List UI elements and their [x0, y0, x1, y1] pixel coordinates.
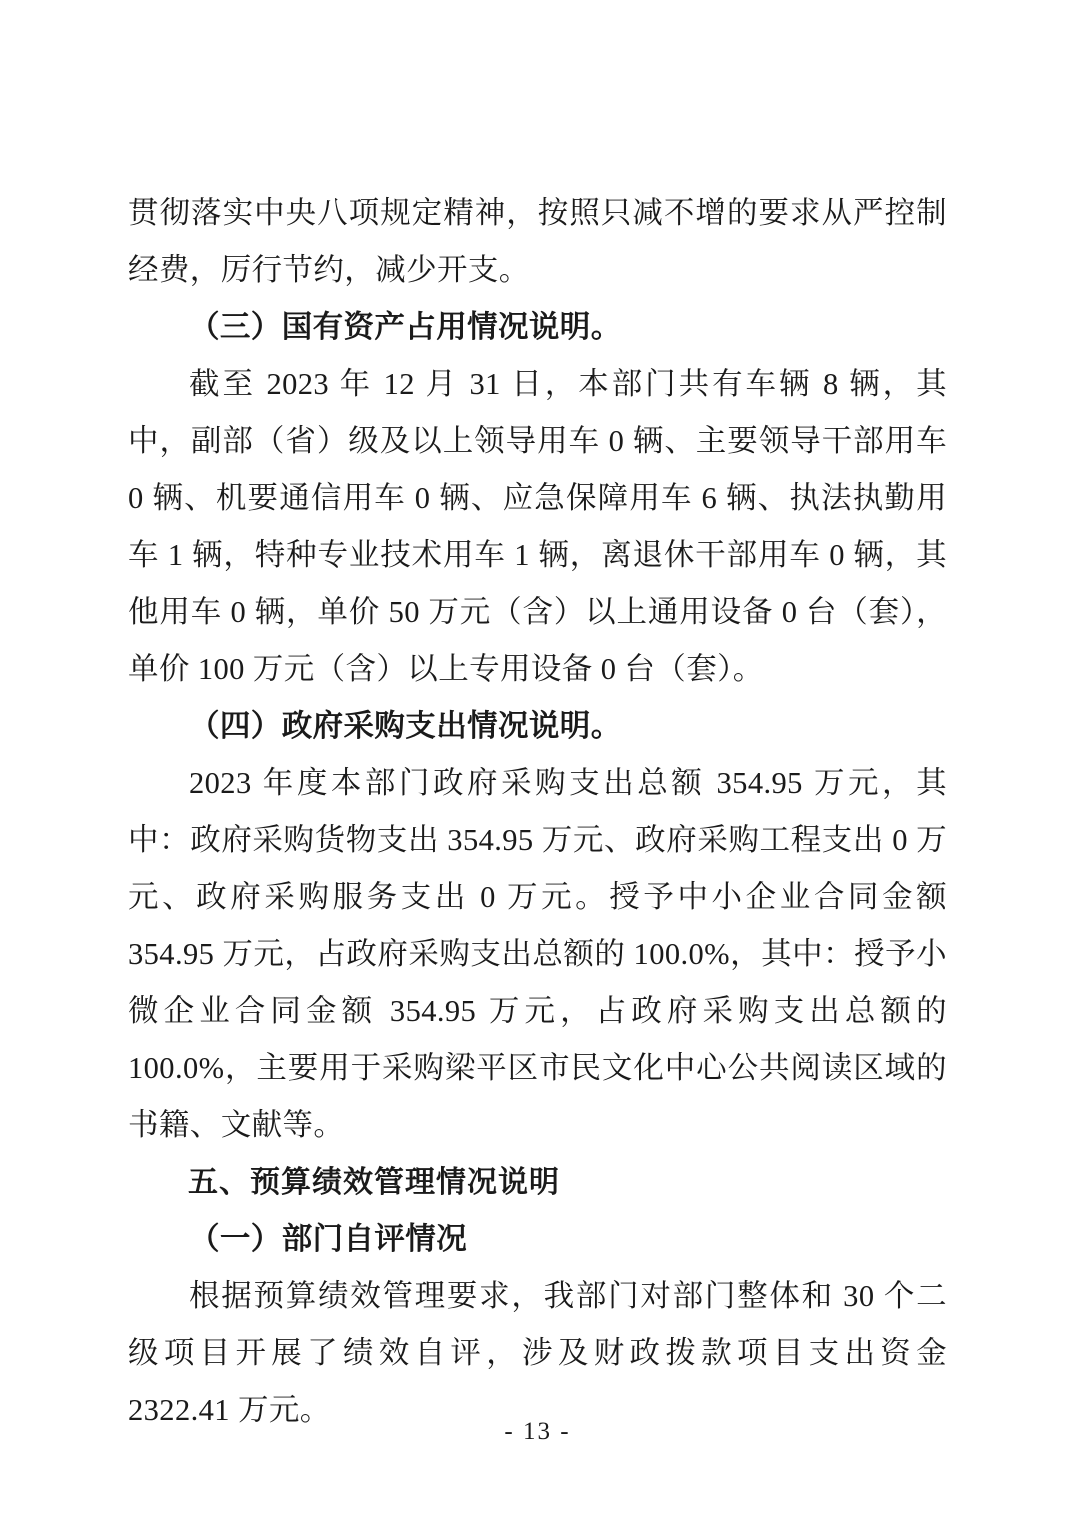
page-number: - 13 - — [504, 1418, 571, 1445]
document-body — [128, 185, 947, 1439]
sub-heading-state-asset-usage: （三）国有资产占用情况说明。 — [189, 310, 622, 344]
paragraph-self-evaluation-details: 根据预算绩效管理要求，我部门对部门整体和 30 个二级项目开展了绩效自评，涉及财政拨款项目支出资金 2322.41 万元。 — [128, 1279, 947, 1427]
paragraph-continued-expense-control: 贯彻落实中央八项规定精神，按照只减不增的要求从严控制经费，厉行节约，减少开支。 — [128, 196, 947, 287]
sub-heading-department-self-evaluation: （一）部门自评情况 — [189, 1222, 468, 1256]
paragraph-procurement-expenditure-details: 2023 年度本部门政府采购支出总额 354.95 万元，其中：政府采购货物支出 354.95 万元、政府采购工程支出 0 万元、政府采购服务支出 0 万元。授予中小企业合同金额 354.95 万元，占政府采购支出总额的 100.0%，其中：授予小微企业合同金额 354.95 万元，占政府采购支出总额的 100.0%，主要用于采购梁平区市民文化中心公共阅读区域的书籍、文献等。 — [128, 766, 947, 1142]
section-heading-budget-performance-management: 五、预算绩效管理情况说明 — [188, 1166, 560, 1199]
sub-heading-government-procurement: （四）政府采购支出情况说明。 — [189, 709, 622, 743]
paragraph-vehicle-and-equipment-inventory: 截至 2023 年 12 月 31 日，本部门共有车辆 8 辆，其中，副部（省）级及以上领导用车 0 辆、主要领导干部用车 0 辆、机要通信用车 0 辆、应急保障用车 6 辆、执法执勤用车 1 辆，特种专业技术用车 1 辆，离退休干部用车 0 辆，其他用车 0 辆，单价 50 万元（含）以上通用设备 0 台（套），单价 100 万元（含）以上专用设备 0 台（套）。 — [128, 367, 947, 686]
